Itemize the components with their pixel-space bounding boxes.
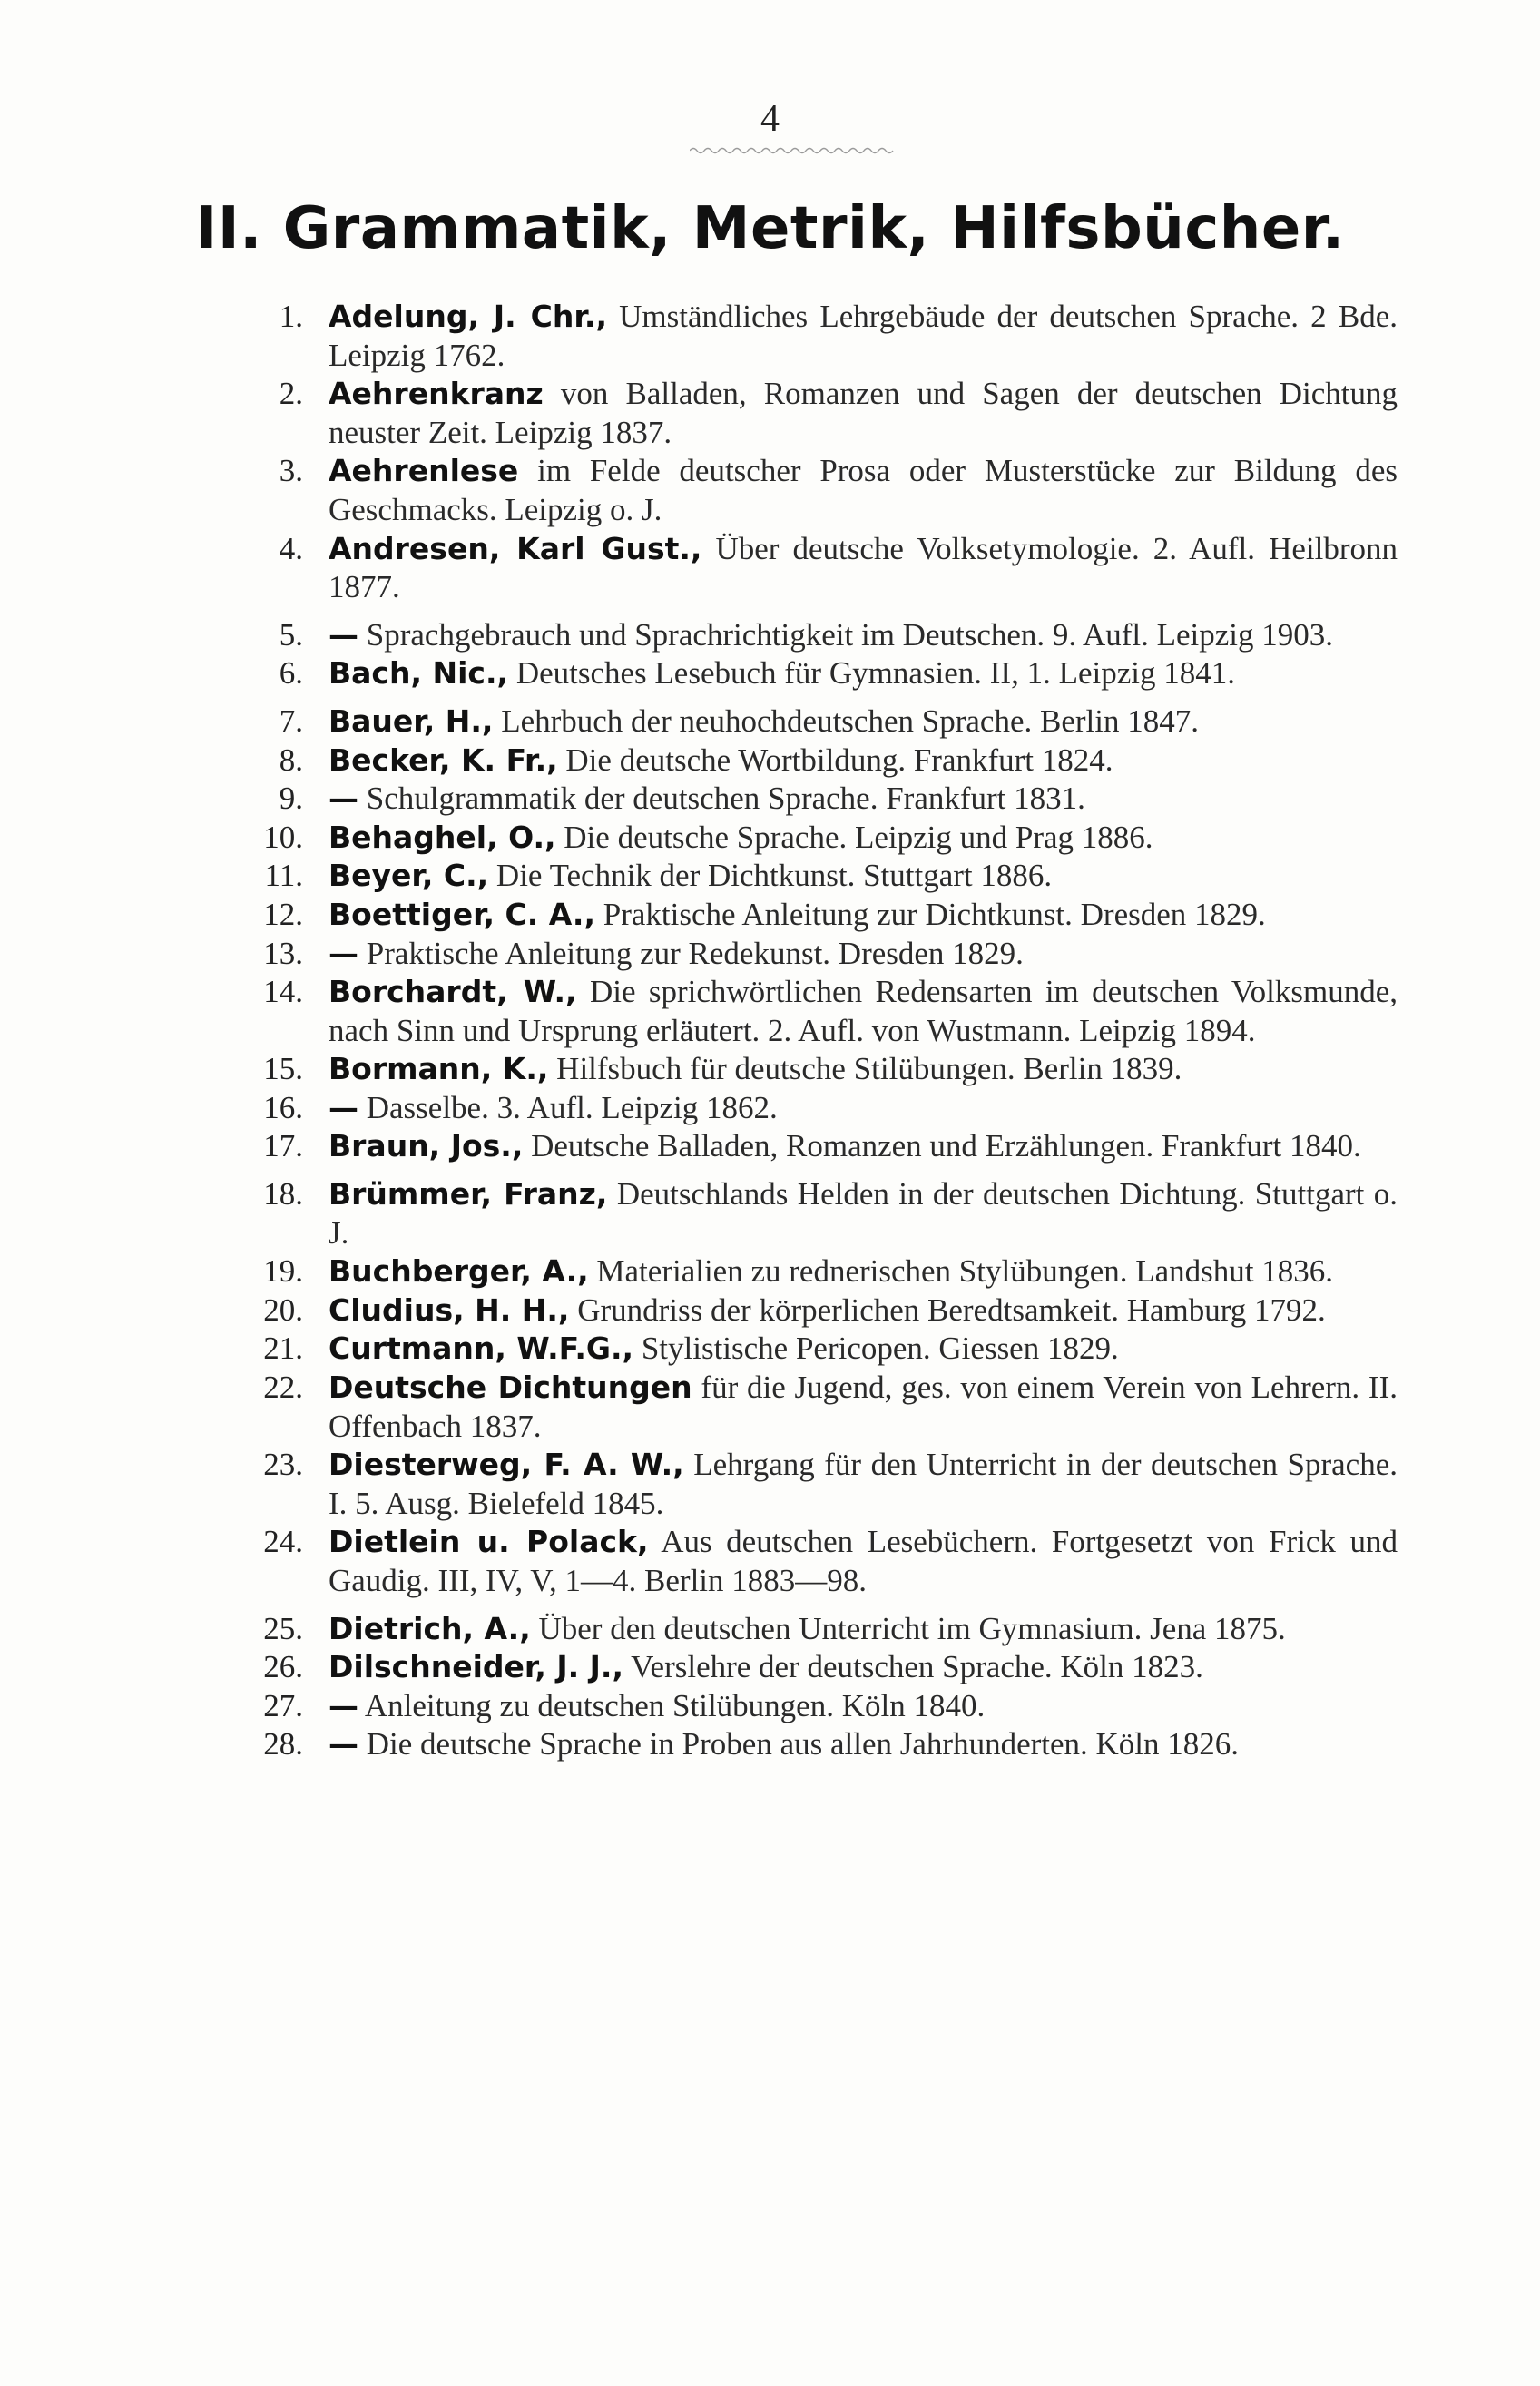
entry-number: 16. (263, 1089, 303, 1125)
entry-title: Lehrbuch der neuhochdeutschen Sprache. Berlin 1847. (501, 702, 1199, 739)
entry-title: Deutsches Lesebuch für Gymnasien. II, 1. Leipzig 1841. (515, 655, 1235, 692)
entry-author: Adelung, J. Chr., (329, 299, 607, 334)
bibliography-entry (218, 1291, 1398, 1330)
entry-title: Die Technik der Dichtkunst. Stuttgart 1886. (495, 858, 1053, 894)
entry-number: 8. (279, 741, 303, 778)
entry-title: im Felde deutscher Prosa oder Musterstücke zur Bildung des Geschmacks. Leipzig o. J. (329, 453, 1398, 527)
section-title: II. Grammatik, Metrik, Hilfsbücher. (195, 195, 1345, 262)
entry-author: Curtmann, W.F.G., (329, 1330, 634, 1367)
entry-title: Sprachgebrauch und Sprachrichtigkeit im Deutschen. 9. Aufl. Leipzig 1903. (366, 616, 1334, 653)
entry-body (329, 1369, 1398, 1446)
entry-title: Grundriss der körperlichen Beredtsamkeit. Hamburg 1792. (577, 1291, 1326, 1328)
bibliography-entry (218, 1687, 1398, 1726)
entry-number: 27. (263, 1687, 303, 1723)
entry-title: Die deutsche Sprache. Leipzig und Prag 1886. (564, 819, 1153, 855)
entry-author: Dietrich, A., (329, 1610, 531, 1646)
entry-body (329, 654, 1398, 693)
entry-body (329, 973, 1398, 1050)
entry-title: Deutsche Balladen, Romanzen und Erzählungen. Frankfurt 1840. (531, 1128, 1361, 1164)
entry-title: von Balladen, Romanzen und Sagen der deutschen Dichtung neuster Zeit. Leipzig 1837. (329, 376, 1398, 450)
entry-number: 11. (264, 858, 303, 894)
entry-body (329, 780, 1398, 819)
entry-title: Praktische Anleitung zur Redekunst. Dresden 1829. (366, 935, 1024, 971)
entry-author: Deutsche Dichtungen (329, 1370, 692, 1406)
entry-body (329, 1089, 1398, 1128)
entry-title: Verslehre der deutschen Sprache. Köln 1823. (631, 1649, 1203, 1685)
entry-body (329, 375, 1398, 452)
bibliography-entry (218, 896, 1398, 935)
entry-number: 10. (263, 819, 303, 855)
entry-number: 22. (263, 1370, 303, 1406)
entry-body (329, 298, 1398, 375)
entry-body (329, 1523, 1398, 1600)
entry-body (329, 1330, 1398, 1369)
bibliography-entry (218, 1330, 1398, 1369)
bibliography-entry (218, 702, 1398, 741)
bibliography-entry (218, 1610, 1398, 1649)
entry-body (329, 819, 1398, 858)
entry-number: 26. (263, 1649, 303, 1685)
entry-body (329, 1291, 1398, 1330)
entry-author: Becker, K. Fr., (329, 741, 558, 778)
entry-title: Materialien zu rednerischen Stylübungen. Landshut 1836. (596, 1253, 1334, 1290)
entry-number: 25. (263, 1610, 303, 1646)
entry-author: Aehrenlese (329, 453, 519, 489)
entry-body (329, 741, 1398, 781)
bibliography-entry (218, 973, 1398, 1050)
bibliography-entry (218, 1252, 1398, 1291)
entry-author: — (329, 781, 358, 817)
entry-author: Dietlein u. Polack, (329, 1524, 649, 1560)
entry-number: 7. (279, 702, 303, 739)
entry-number: 4. (279, 530, 303, 566)
entry-number: 17. (263, 1128, 303, 1164)
bibliography-entry (218, 1089, 1398, 1128)
entry-number: 12. (263, 896, 303, 932)
bibliography-entry (218, 1369, 1398, 1446)
entry-title: Über den deutschen Unterricht im Gymnasium. Jena 1875. (538, 1610, 1286, 1646)
bibliography-entry (218, 741, 1398, 781)
entry-author: Buchberger, A., (329, 1253, 589, 1290)
entry-author: — (329, 1726, 358, 1762)
entry-author: — (329, 616, 358, 653)
page-number: 4 (760, 98, 780, 140)
entry-body (329, 935, 1398, 974)
entry-author: Aehrenkranz (329, 376, 544, 412)
entry-number: 15. (263, 1051, 303, 1087)
entry-body (329, 616, 1398, 655)
entry-body (329, 1610, 1398, 1649)
entry-author: Behaghel, O., (329, 819, 556, 855)
entry-body (329, 857, 1398, 896)
entry-title: Die deutsche Wortbildung. Frankfurt 1824. (565, 741, 1113, 778)
entry-author: Bormann, K., (329, 1051, 549, 1087)
entry-title: Praktische Anleitung zur Dichtkunst. Dresden 1829. (603, 896, 1266, 932)
entry-number: 2. (279, 376, 303, 412)
entry-number: 21. (263, 1330, 303, 1367)
entry-author: — (329, 1089, 358, 1125)
entry-author: — (329, 1687, 358, 1723)
entry-author: Boettiger, C. A., (329, 896, 595, 932)
entry-title: Die deutsche Sprache in Proben aus allen Jahrhunderten. Köln 1826. (366, 1726, 1240, 1762)
entry-author: Bach, Nic., (329, 655, 509, 692)
entry-title: Lehrgang für den Unterricht in der deutschen Sprache. I. 5. Ausg. Bielefeld 1845. (329, 1447, 1398, 1521)
bibliography-entry (218, 298, 1398, 375)
bibliography-entry (218, 530, 1398, 607)
entry-title: Über deutsche Volksetymologie. 2. Aufl. Heilbronn 1877. (329, 530, 1398, 605)
bibliography-entry (218, 935, 1398, 974)
entry-author: Cludius, H. H., (329, 1291, 570, 1328)
bibliography-entry (218, 1648, 1398, 1687)
wavy-rule-ornament (690, 145, 898, 156)
entry-body (329, 1725, 1398, 1764)
bibliography-entry (218, 1127, 1398, 1166)
bibliography-entry (218, 616, 1398, 655)
entry-author: Beyer, C., (329, 858, 489, 894)
entry-title: Anleitung zu deutschen Stilübungen. Köln 1840. (364, 1687, 986, 1723)
entry-body (329, 530, 1398, 607)
bibliography-entry (218, 1050, 1398, 1089)
entry-title: Die sprichwörtlichen Redensarten im deutschen Volksmunde, nach Sinn und Ursprung erläutert. 2. Aufl. von Wustmann. Leipzig 1894. (329, 974, 1398, 1048)
entry-title: Aus deutschen Lesebüchern. Fortgesetzt von Frick und Gaudig. III, IV, V, 1—4. Berlin 1883—98. (329, 1524, 1398, 1598)
entry-title: für die Jugend, ges. von einem Verein von Lehrern. II. Offenbach 1837. (329, 1370, 1398, 1444)
bibliography-list (218, 298, 1398, 1764)
entry-number: 13. (263, 935, 303, 971)
bibliography-entry (218, 375, 1398, 452)
entry-author: Borchardt, W., (329, 974, 577, 1010)
entry-body (329, 1175, 1398, 1252)
entry-body (329, 452, 1398, 529)
entry-body (329, 1687, 1398, 1726)
entry-body (329, 702, 1398, 741)
entry-number: 20. (263, 1291, 303, 1328)
entry-number: 9. (279, 781, 303, 817)
entry-body (329, 1050, 1398, 1089)
bibliography-entry (218, 857, 1398, 896)
entry-body (329, 1127, 1398, 1166)
entry-number: 19. (263, 1253, 303, 1290)
entry-number: 1. (279, 299, 303, 334)
bibliography-entry (218, 1446, 1398, 1523)
bibliography-entry (218, 654, 1398, 693)
bibliography-entry (218, 1725, 1398, 1764)
entry-number: 28. (263, 1726, 303, 1762)
bibliography-entry (218, 819, 1398, 858)
bibliography-entry (218, 452, 1398, 529)
bibliography-entry (218, 1175, 1398, 1252)
entry-number: 5. (279, 616, 303, 653)
entry-title: Dasselbe. 3. Aufl. Leipzig 1862. (366, 1089, 778, 1125)
entry-author: Andresen, Karl Gust., (329, 530, 702, 566)
entry-number: 3. (279, 453, 303, 489)
bibliography-entry (218, 1523, 1398, 1600)
entry-author: Dilschneider, J. J., (329, 1649, 624, 1685)
entry-body (329, 1648, 1398, 1687)
entry-number: 6. (279, 655, 303, 692)
entry-author: Bauer, H., (329, 702, 494, 739)
entry-number: 14. (263, 974, 303, 1010)
entry-author: Brümmer, Franz, (329, 1176, 608, 1213)
entry-body (329, 1252, 1398, 1291)
entry-author: — (329, 935, 358, 971)
entry-title: Hilfsbuch für deutsche Stilübungen. Berlin 1839. (556, 1051, 1182, 1087)
entry-number: 23. (263, 1447, 303, 1483)
entry-title: Deutschlands Helden in der deutschen Dichtung. Stuttgart o. J. (329, 1176, 1398, 1251)
entry-title: Umständliches Lehrgebäude der deutschen Sprache. 2 Bde. Leipzig 1762. (329, 299, 1398, 373)
entry-body (329, 896, 1398, 935)
entry-title: Stylistische Pericopen. Giessen 1829. (641, 1330, 1119, 1367)
entry-author: Braun, Jos., (329, 1128, 524, 1164)
entry-number: 24. (263, 1524, 303, 1560)
entry-title: Schulgrammatik der deutschen Sprache. Frankfurt 1831. (366, 781, 1085, 817)
bibliography-entry (218, 780, 1398, 819)
entry-body (329, 1446, 1398, 1523)
entry-author: Diesterweg, F. A. W., (329, 1447, 684, 1483)
entry-number: 18. (263, 1176, 303, 1213)
